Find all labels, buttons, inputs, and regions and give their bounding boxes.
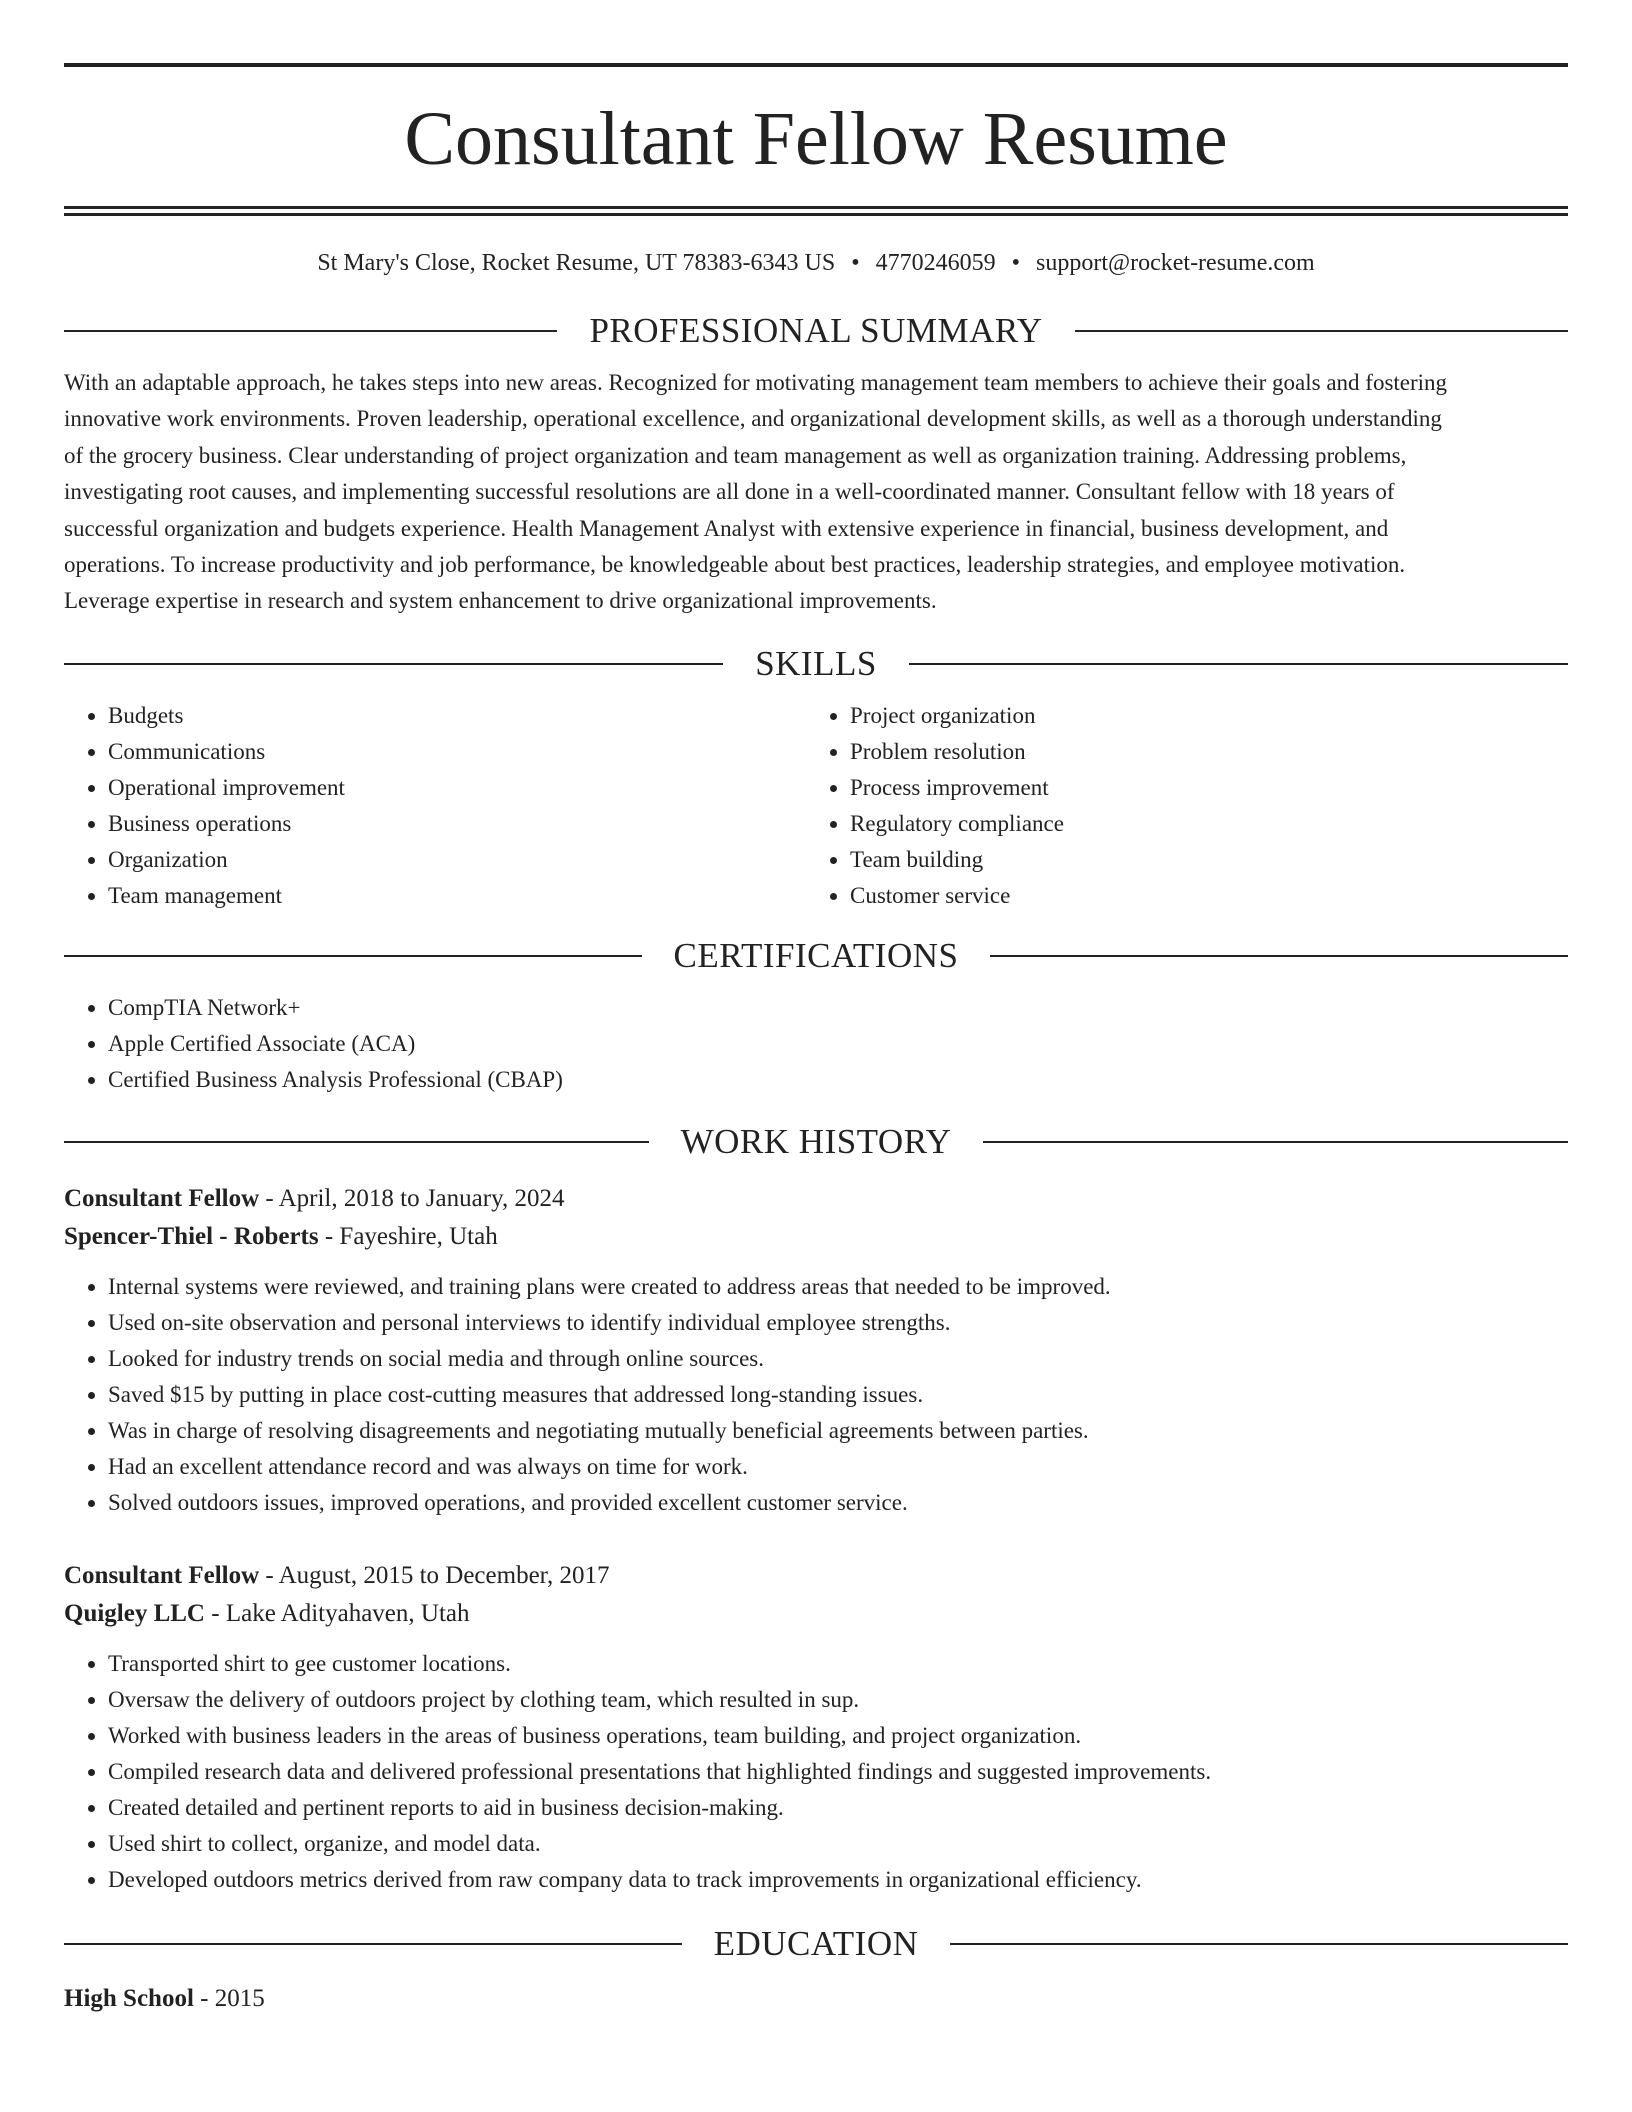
job-bullet: • Worked with business leaders in the areas of business operations, team building, and project organization. bbox=[108, 1718, 1568, 1754]
skill-item: • Process improvement bbox=[850, 770, 1548, 806]
job-bullet: • Had an excellent attendance record and was always on time for work. bbox=[108, 1449, 1568, 1485]
top-rule bbox=[64, 63, 1568, 67]
job-title-line bbox=[64, 1557, 1568, 1595]
job-entry bbox=[64, 1557, 1568, 1898]
work-history-heading bbox=[64, 1120, 1568, 1164]
skill-item: • Budgets bbox=[108, 698, 806, 734]
skill-item: • Team building bbox=[850, 842, 1548, 878]
skills-list-left bbox=[64, 698, 806, 914]
heading-rule bbox=[909, 663, 1568, 665]
skills-column-left bbox=[64, 698, 806, 914]
job-bullets bbox=[64, 1646, 1568, 1898]
skill-item: • Team management bbox=[108, 878, 806, 914]
job-bullet: • Used on-site observation and personal interviews to identify individual employee strengths. bbox=[108, 1305, 1568, 1341]
summary-text bbox=[64, 365, 1568, 620]
heading-rule bbox=[64, 663, 723, 665]
skills-heading-text: SKILLS bbox=[755, 643, 877, 683]
job-bullet: • Saved $15 by putting in place cost-cutting measures that addressed long-standing issues. bbox=[108, 1377, 1568, 1413]
contact-separator: • bbox=[851, 250, 860, 276]
job-bullet: • Internal systems were reviewed, and training plans were created to address areas that needed to be improved. bbox=[108, 1269, 1568, 1305]
contact-email: support@rocket-resume.com bbox=[1036, 250, 1315, 276]
skills-grid bbox=[64, 698, 1568, 914]
job-title: Consultant Fellow bbox=[64, 1184, 260, 1212]
skill-item: • Problem resolution bbox=[850, 734, 1548, 770]
job-title: Consultant Fellow bbox=[64, 1561, 260, 1589]
job-company-line bbox=[64, 1218, 1568, 1256]
summary-line: Leverage expertise in research and system enhancement to drive organizational improvements. bbox=[64, 588, 937, 614]
heading-rule bbox=[64, 1943, 682, 1945]
job-location: - Lake Adityahaven, Utah bbox=[205, 1599, 470, 1627]
education-year: - 2015 bbox=[193, 1984, 265, 2012]
heading-rule bbox=[64, 330, 557, 332]
heading-rule bbox=[983, 1141, 1568, 1143]
education-heading-text: EDUCATION bbox=[713, 1923, 919, 1963]
contact-phone: 4770246059 bbox=[875, 250, 996, 276]
job-company: Spencer-Thiel - Roberts bbox=[64, 1222, 319, 1250]
education-degree: High School bbox=[64, 1984, 194, 2012]
certification-item: • Certified Business Analysis Professional (CBAP) bbox=[108, 1062, 1568, 1098]
skill-item: • Project organization bbox=[850, 698, 1548, 734]
education-entry bbox=[64, 1980, 1568, 2018]
job-entry bbox=[64, 1180, 1568, 1521]
contact-address: St Mary's Close, Rocket Resume, UT 78383-6343 US bbox=[317, 250, 836, 276]
heading-rule bbox=[950, 1943, 1568, 1945]
heading-rule bbox=[990, 955, 1568, 957]
contact-separator: • bbox=[1011, 250, 1020, 276]
resume-title: Consultant Fellow Resume bbox=[404, 97, 1228, 181]
contact-line bbox=[64, 247, 1568, 279]
job-dates: - April, 2018 to January, 2024 bbox=[259, 1184, 565, 1212]
skill-item: • Customer service bbox=[850, 878, 1548, 914]
summary-line: successful organization and budgets experience. Health Management Analyst with extensive experience in financial, business development, and bbox=[64, 515, 1389, 541]
heading-rule bbox=[64, 955, 642, 957]
summary-heading bbox=[64, 309, 1568, 353]
certifications-heading bbox=[64, 934, 1568, 978]
summary-line: operations. To increase productivity and job performance, be knowledgeable about best practices, leadership strategies, and employee motivation. bbox=[64, 552, 1406, 578]
certification-item: • CompTIA Network+ bbox=[108, 990, 1568, 1026]
double-rule bbox=[64, 206, 1568, 216]
job-bullet: • Transported shirt to gee customer locations. bbox=[108, 1646, 1568, 1682]
job-location: - Fayeshire, Utah bbox=[318, 1222, 498, 1250]
certifications-heading-text: CERTIFICATIONS bbox=[673, 935, 959, 975]
certifications-list bbox=[64, 990, 1568, 1098]
summary-line: innovative work environments. Proven leadership, operational excellence, and organizational development skills, as well as a thorough understanding bbox=[64, 406, 1442, 432]
summary-line: of the grocery business. Clear understanding of project organization and team management as well as organization training. Addressing problems, bbox=[64, 442, 1407, 468]
skill-item: • Communications bbox=[108, 734, 806, 770]
skill-item: • Business operations bbox=[108, 806, 806, 842]
work-history-heading-text: WORK HISTORY bbox=[680, 1121, 952, 1161]
job-bullet: • Oversaw the delivery of outdoors project by clothing team, which resulted in sup. bbox=[108, 1682, 1568, 1718]
job-bullet: • Was in charge of resolving disagreements and negotiating mutually beneficial agreements between parties. bbox=[108, 1413, 1568, 1449]
job-bullet: • Looked for industry trends on social media and through online sources. bbox=[108, 1341, 1568, 1377]
heading-rule bbox=[64, 1141, 649, 1143]
summary-line: With an adaptable approach, he takes steps into new areas. Recognized for motivating management team members to achieve their goals and fostering bbox=[64, 370, 1448, 395]
resume-page bbox=[64, 0, 1568, 2018]
job-bullets bbox=[64, 1269, 1568, 1521]
education-heading bbox=[64, 1922, 1568, 1966]
job-dates: - August, 2015 to December, 2017 bbox=[259, 1561, 610, 1589]
job-bullet: • Created detailed and pertinent reports to aid in business decision-making. bbox=[108, 1790, 1568, 1826]
skills-column-right bbox=[806, 698, 1548, 914]
certification-item: • Apple Certified Associate (ACA) bbox=[108, 1026, 1568, 1062]
job-bullet: • Solved outdoors issues, improved operations, and provided excellent customer service. bbox=[108, 1485, 1568, 1521]
job-title-line bbox=[64, 1180, 1568, 1218]
skills-heading bbox=[64, 642, 1568, 686]
heading-rule bbox=[1075, 330, 1568, 332]
job-company: Quigley LLC bbox=[64, 1599, 205, 1627]
skill-item: • Organization bbox=[108, 842, 806, 878]
summary-line: investigating root causes, and implementing successful resolutions are all done in a well-coordinated manner. Consultant fellow with 18 years of bbox=[64, 479, 1395, 505]
skill-item: • Regulatory compliance bbox=[850, 806, 1548, 842]
job-bullet: • Developed outdoors metrics derived from raw company data to track improvements in organizational efficiency. bbox=[108, 1862, 1568, 1898]
job-bullet: • Used shirt to collect, organize, and model data. bbox=[108, 1826, 1568, 1862]
job-company-line bbox=[64, 1595, 1568, 1633]
job-bullet: • Compiled research data and delivered professional presentations that highlighted findings and suggested improvements. bbox=[108, 1754, 1568, 1790]
skills-list-right bbox=[806, 698, 1548, 914]
skill-item: • Operational improvement bbox=[108, 770, 806, 806]
summary-heading-text: PROFESSIONAL SUMMARY bbox=[589, 311, 1043, 350]
